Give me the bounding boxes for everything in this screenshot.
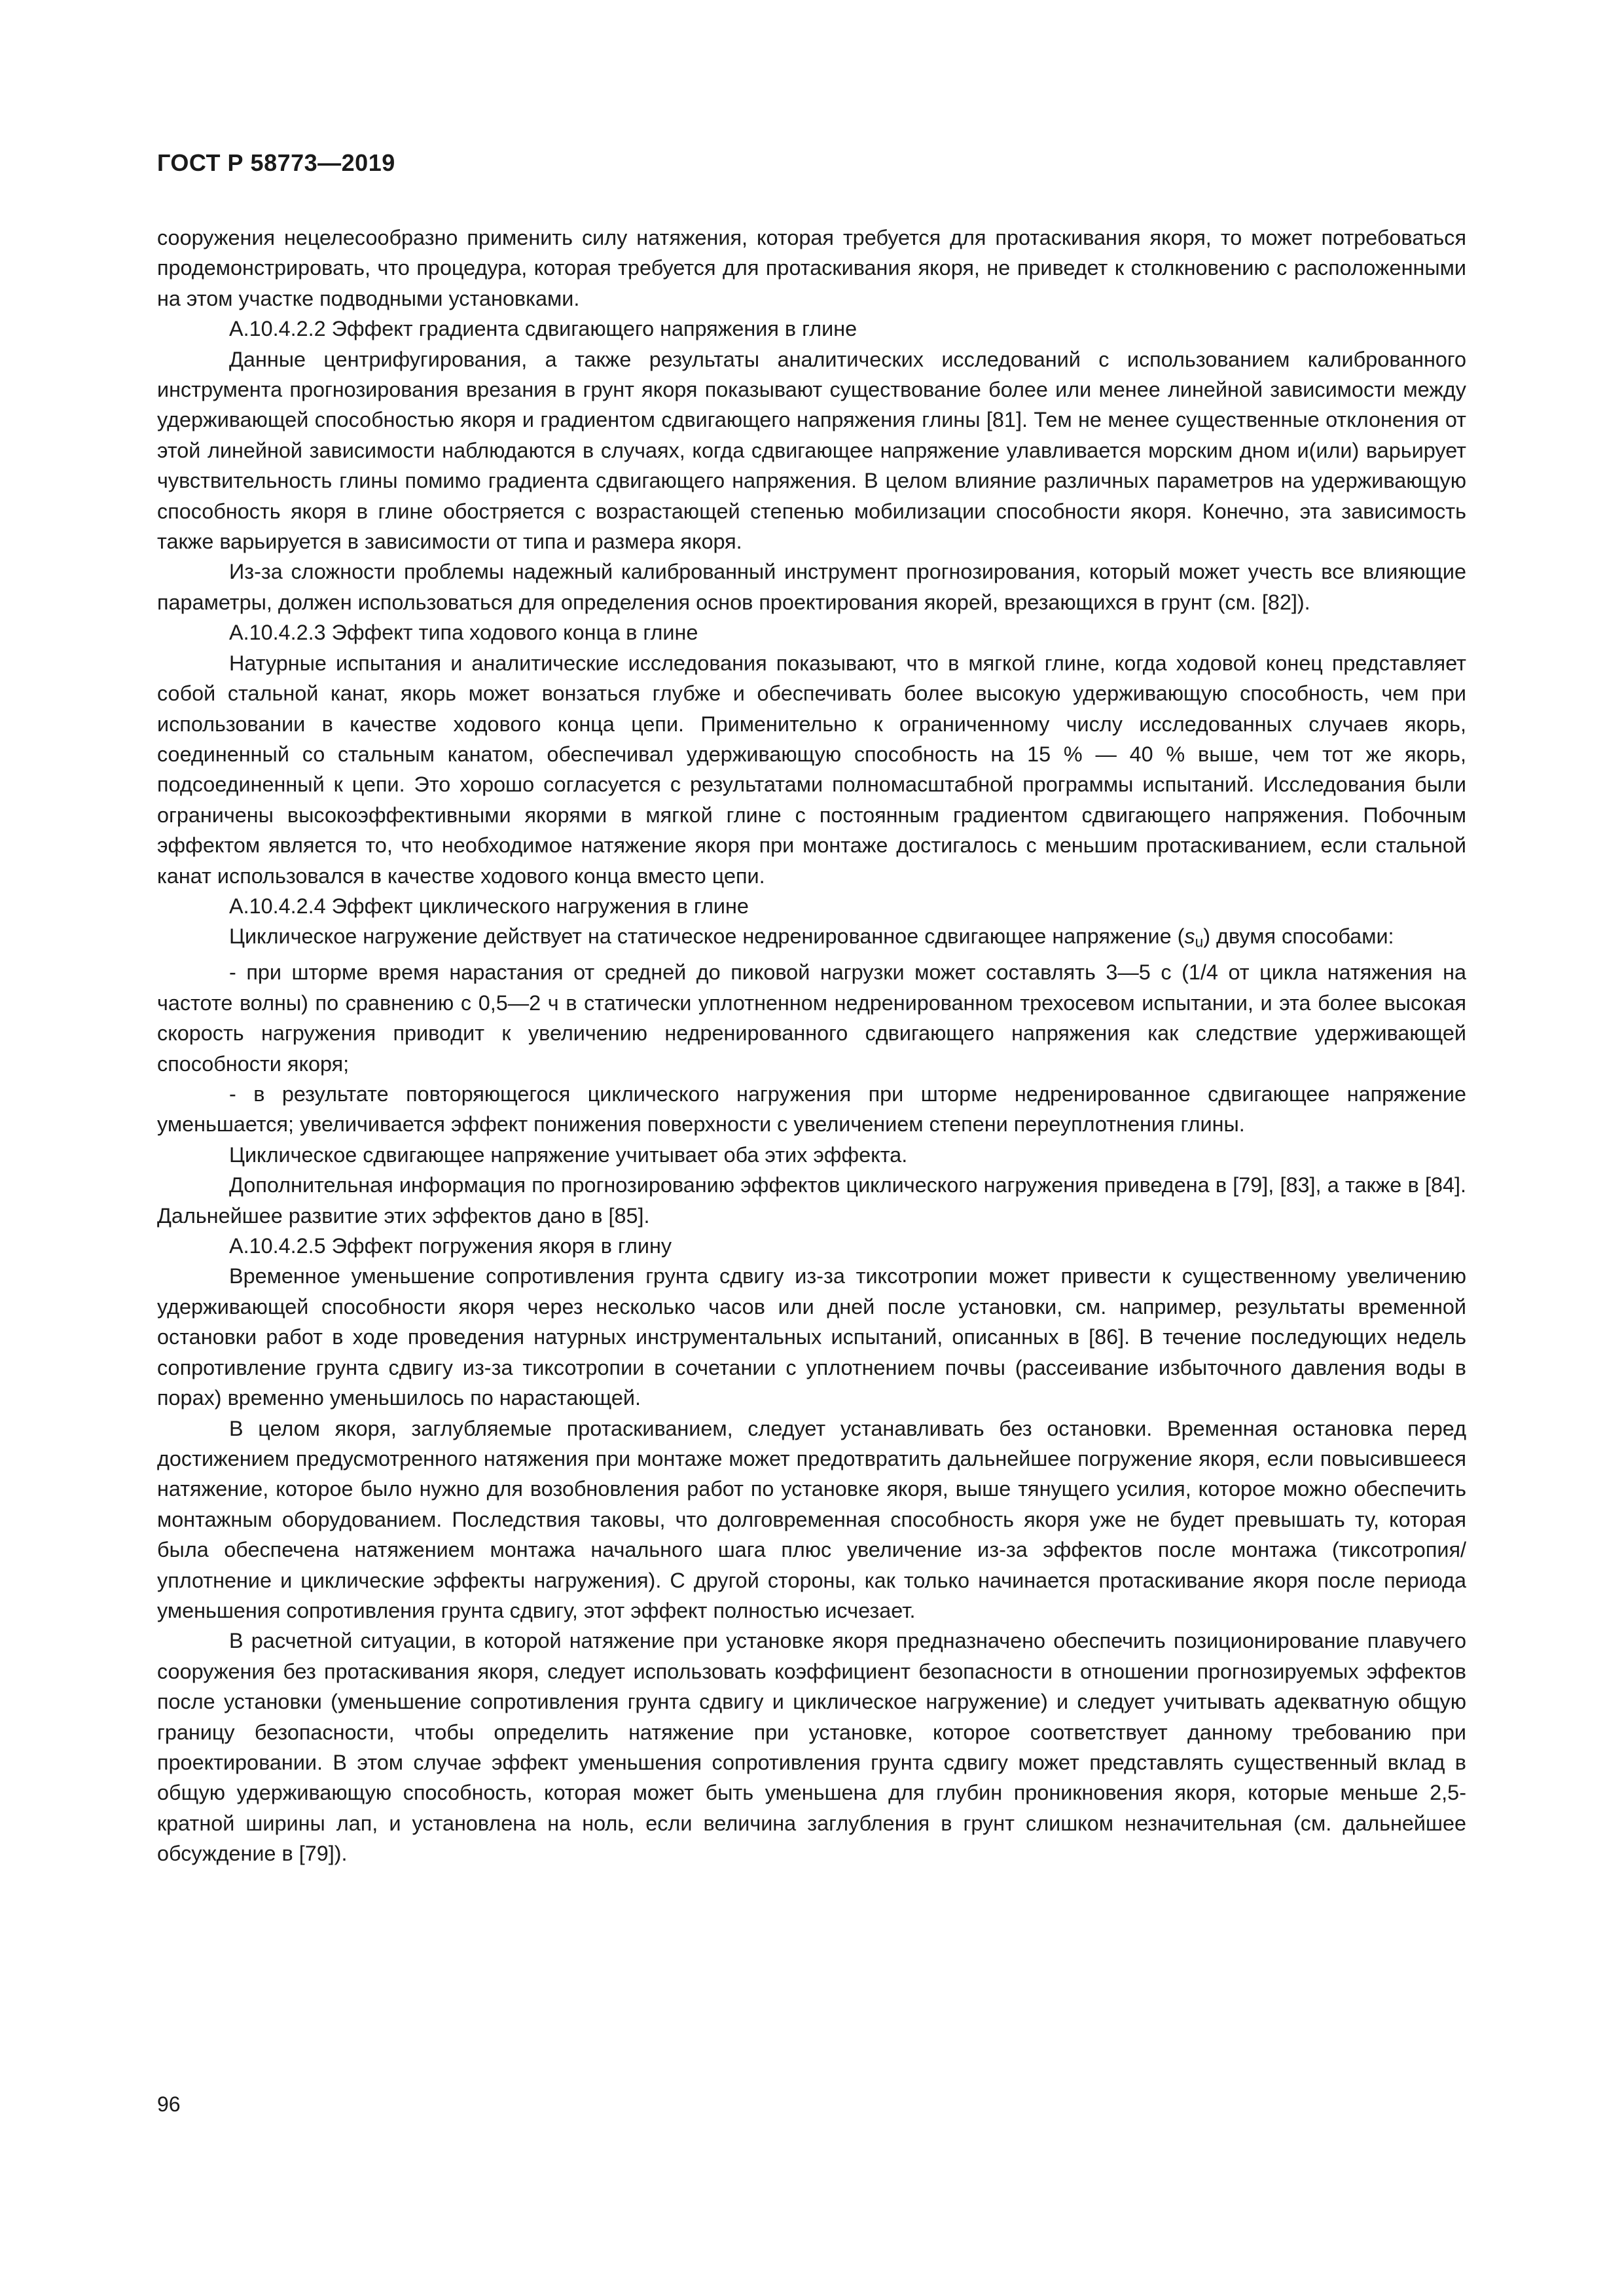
paragraph: Из-за сложности проблемы надежный калиброванный инструмент прогнозирования, который может учесть все влияющие параметры, должен использоваться для определения основ проектирования якорей, врезающихся в грунт (см. [82]). bbox=[157, 560, 1466, 614]
list-item: - в результате повторяющегося циклического нагружения при шторме недренированное сдвигающее напряжение уменьшается; увеличивается эффект понижения поверхности с увеличением степени переуплотнения глины. bbox=[157, 1082, 1466, 1137]
paragraph: Циклическое сдвигающее напряжение учитывает оба этих эффекта. bbox=[229, 1142, 908, 1167]
paragraph-text: Циклическое нагружение действует на статическое недренированное сдвигающее напряжение ( bbox=[229, 924, 1185, 949]
section-heading: А.10.4.2.2 Эффект градиента сдвигающего напряжения в глине bbox=[229, 317, 857, 341]
paragraph bbox=[157, 921, 1466, 957]
symbol-s: s bbox=[1184, 924, 1195, 949]
paragraph: Натурные испытания и аналитические исследования показывают, что в мягкой глине, когда ходовой конец представляет собой стальной канат, якорь может вонзаться глубже и обеспечивать более высокую удерживающую способность, чем при использовании в качестве ходового конца цепи. Применительно к ограниченному числу исследованных случаев якорь, соединенный со стальным канатом, обеспечивал удерживающую способность на 15 % — 40 % выше, чем тот же якорь, подсоединенный к цепи. Это хорошо согласуется с результатами полномасштабной программы испытаний. Исследования были ограничены высокоэффективными якорями в мягкой глине с постоянным градиентом сдвигающего напряжения. Побочным эффектом является то, что необходимое натяжение якоря при монтаже достигалось с меньшим протаскиванием, если стальной канат использовался в качестве ходового конца вместо цепи. bbox=[157, 651, 1466, 888]
paragraph-text: ) двумя способами: bbox=[1203, 924, 1394, 949]
paragraph: Временное уменьшение сопротивления грунта сдвигу из-за тиксотропии может привести к существенному увеличению удерживающей способности якоря через несколько часов или дней после установки, см. например, результаты временной остановки работ в ходе проведения натурных инструментальных испытаний, описанных в [86]. В течение последующих недель сопротивление грунта сдвигу из-за тиксотропии в сочетании с уплотнением почвы (рассеивание избыточного давления воды в порах) временно уменьшилось по нарастающей. bbox=[157, 1264, 1466, 1410]
paragraph: сооружения нецелесообразно применить силу натяжения, которая требуется для протаскивания якоря, то может потребоваться продемонстрировать, что процедура, которая требуется для протаскивания якоря, не приведет к столкновению с расположенными на этом участке подводными установками. bbox=[157, 226, 1466, 310]
page-number: 96 bbox=[157, 2092, 181, 2116]
list-item: - при шторме время нарастания от средней до пиковой нагрузки может составлять 3—5 с (1/4 от цикла натяжения на частоте волны) по сравнению с 0,5—2 ч в статически уплотненном недренированном трехосевом испытании, и эта более высокая скорость нагружения приводит к увеличению недренированного сдвигающего напряжения как следствие удерживающей способности якоря; bbox=[157, 960, 1466, 1076]
paragraph: Дополнительная информация по прогнозированию эффектов циклического нагружения приведена в [79], [83], а также в [84]. Дальнейшее развитие этих эффектов дано в [85]. bbox=[157, 1173, 1466, 1228]
section-heading: А.10.4.2.4 Эффект циклического нагружения в глине bbox=[229, 894, 749, 918]
paragraph: В расчетной ситуации, в которой натяжение при установке якоря предназначено обеспечить позиционирование плавучего сооружения без протаскивания якоря, следует использовать коэффициент безопасности в отношении прогнозируемых эффектов после установки (уменьшение сопротивления грунта сдвигу и циклическое нагружение) и следует учитывать адекватную общую границу безопасности, чтобы определить натяжение при установке, которое соответствует данному требованию при проектировании. В этом случае эффект уменьшения сопротивления грунта сдвигу может представлять существенный вклад в общую удерживающую способность, которая может быть уменьшена для глубин проникновения якоря, которые меньше 2,5-кратной ширины лап, и установлена на ноль, если величина заглубления в грунт слишком незначительная (см. дальнейшее обсуждение в [79]). bbox=[157, 1629, 1466, 1866]
section-heading: А.10.4.2.3 Эффект типа ходового конца в глине bbox=[229, 621, 698, 645]
section-heading: А.10.4.2.5 Эффект погружения якоря в глину bbox=[229, 1234, 672, 1258]
document-body bbox=[157, 223, 1466, 1869]
paragraph: Данные центрифугирования, а также результаты аналитических исследований с использованием калиброванного инструмента прогнозирования врезания в грунт якоря показывают существование более или менее линейной зависимости между удерживающей способностью якоря и градиентом сдвигающего напряжения глины [81]. Тем не менее существенные отклонения от этой линейной зависимости наблюдаются в случаях, когда сдвигающее напряжение улавливается морским дном и(или) варьирует чувствительность глины помимо градиента сдвигающего напряжения. В целом влияние различных параметров на удерживающую способность якоря в глине обостряется с возрастающей степенью мобилизации способности якоря. Конечно, эта зависимость также варьируется в зависимости от типа и размера якоря. bbox=[157, 347, 1466, 554]
symbol-subscript: u bbox=[1195, 934, 1204, 951]
document-header: ГОСТ Р 58773—2019 bbox=[157, 149, 395, 176]
paragraph: В целом якоря, заглубляемые протаскиванием, следует устанавливать без остановки. Временная остановка перед достижением предусмотренного натяжения при монтаже может предотвратить дальнейшее погружение якоря, если повысившееся натяжение, которое было нужно для возобновления работ по установке якоря, выше тянущего усилия, которое можно обеспечить монтажным оборудованием. Последствия таковы, что долговременная способность якоря уже не будет превышать ту, которая была обеспечена натяжением монтажа начального шага плюс увеличение из-за эффектов после монтажа (тиксотропия/уплотнение и циклические эффекты нагружения). С другой стороны, как только начинается протаскивание якоря после периода уменьшения сопротивления грунта сдвигу, этот эффект полностью исчезает. bbox=[157, 1416, 1466, 1622]
